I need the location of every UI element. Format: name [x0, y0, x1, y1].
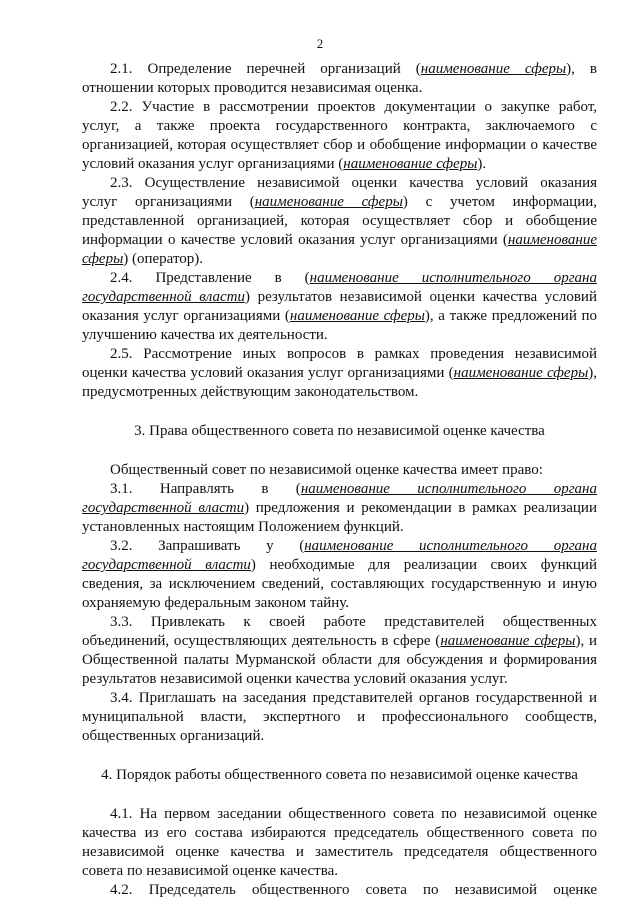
body-text: 3.3. Привлекать к своей работе представителей общественных	[110, 614, 597, 630]
body-text: услуг организациями (	[82, 194, 255, 210]
body-text: ) с учетом информации,	[402, 194, 597, 210]
body-text: охраняемую федеральным законом тайну.	[82, 595, 350, 611]
text-line	[82, 307, 597, 326]
placeholder-text: государственной власти	[82, 500, 245, 516]
text-line	[82, 117, 597, 136]
body-text: сведения, за исключением сведений, составляющих государственную и иную	[82, 576, 597, 592]
body-text: установленных настоящим Положением функций.	[82, 519, 404, 535]
text-line	[82, 212, 597, 231]
body-text: представленной организацией, которая осуществляет сбор и обобщение	[82, 213, 597, 229]
body-text: услуг, а также проекта государственного контракта, заключаемого с	[82, 118, 597, 134]
text-line	[82, 651, 597, 670]
text-line	[110, 613, 597, 632]
body-text: 4. Порядок работы общественного совета по независимой оценке качества	[101, 767, 578, 783]
placeholder-text: наименование исполнительного органа	[309, 270, 597, 286]
body-text: улучшению качества их деятельности.	[82, 327, 328, 343]
placeholder-text: наименование сферы	[420, 61, 567, 77]
body-text: 4.1. На первом заседании общественного совета по независимой оценке	[110, 806, 597, 822]
placeholder-text: наименование исполнительного органа	[300, 481, 597, 497]
page-number: 2	[316, 36, 324, 51]
text-line	[82, 193, 597, 212]
text-line	[110, 345, 597, 364]
text-line	[82, 364, 597, 383]
text-line	[82, 499, 597, 518]
body-text: отношении которых проводится независимая оценка.	[82, 80, 423, 96]
body-text: качества из его состава избираются председатель общественного совета по	[82, 825, 597, 841]
placeholder-text: наименование	[507, 232, 597, 248]
text-line	[82, 843, 597, 862]
body-text: ), а также предложений по	[424, 308, 597, 324]
body-text: 3.4. Приглашать на заседания представителей органов государственной и	[110, 690, 597, 706]
placeholder-text: наименование сферы	[343, 156, 478, 172]
body-text: 2.5. Рассмотрение иных вопросов в рамках проведения независимой	[110, 346, 597, 362]
body-text: ), и	[575, 633, 597, 649]
body-text: 4.2. Председатель общественного совета по независимой оценке	[110, 882, 597, 898]
text-line	[82, 708, 597, 727]
text-line	[82, 383, 597, 402]
body-text: ), в	[566, 61, 597, 77]
body-text: Общественный совет по независимой оценке качества имеет право:	[110, 462, 543, 478]
body-text: 2.2. Участие в рассмотрении проектов документации о закупке работ,	[110, 99, 597, 115]
text-line	[82, 79, 597, 98]
text-line	[110, 461, 597, 480]
body-text: муниципальной власти, экспертного и профессионального сообществ,	[82, 709, 597, 725]
body-text: ) результатов независимой оценки качества условий	[244, 289, 597, 305]
text-line	[82, 594, 597, 613]
text-line	[82, 422, 597, 441]
text-line	[82, 727, 597, 746]
body-text: предусмотренных действующим законодательством.	[82, 384, 419, 400]
text-line	[110, 98, 597, 117]
placeholder-text: наименование исполнительного органа	[304, 538, 597, 554]
placeholder-text: наименование сферы	[453, 365, 589, 381]
text-line	[82, 824, 597, 843]
body-text: объединений, осуществляющих деятельность в сфере (	[82, 633, 441, 649]
body-text: ).	[477, 156, 487, 172]
text-line	[82, 326, 597, 345]
text-line	[82, 670, 597, 689]
text-line	[82, 155, 597, 174]
body-text: информации о качестве условий оказания услуг организациями (	[82, 232, 508, 248]
body-text: 3.2. Запрашивать у (	[110, 538, 305, 554]
body-text: 2.4. Представление в (	[110, 270, 310, 286]
text-line	[82, 250, 597, 269]
body-text: организацией, которая осуществляет сбор и обобщение информации о качестве	[82, 137, 597, 153]
text-line	[82, 766, 597, 785]
placeholder-text: наименование сферы	[254, 194, 403, 210]
text-line	[110, 174, 597, 193]
body-text: условий оказания услуг организациями (	[82, 156, 344, 172]
body-text: ) предложения и рекомендации в рамках реализации	[244, 500, 597, 516]
body-text: Общественной палаты Мурманской области для обсуждения и формирования	[82, 652, 597, 668]
body-text: ),	[588, 365, 597, 381]
text-line	[82, 575, 597, 594]
body-text: 2.1. Определение перечней организаций (	[110, 61, 421, 77]
body-text: 3. Права общественного совета по независимой оценке качества	[134, 423, 545, 439]
body-text: совета по независимой оценке качества.	[82, 863, 338, 879]
text-line	[110, 689, 597, 708]
text-line	[110, 537, 597, 556]
body-text: ) необходимые для реализации своих функций	[250, 557, 597, 573]
text-line	[110, 881, 597, 900]
text-line	[110, 60, 597, 79]
body-text: оказания услуг организациями (	[82, 308, 290, 324]
body-text: независимой оценке качества и заместитель председателя общественного	[82, 844, 597, 860]
body-text: оценки качества условий оказания услуг организациями (	[82, 365, 454, 381]
text-line	[110, 805, 597, 824]
text-line	[82, 556, 597, 575]
body-text: результатов независимой оценки качества условий оказания услуг.	[82, 671, 508, 687]
text-line	[82, 632, 597, 651]
text-line	[82, 231, 597, 250]
placeholder-text: наименование сферы	[289, 308, 425, 324]
placeholder-text: государственной власти	[82, 289, 245, 305]
text-line	[82, 136, 597, 155]
placeholder-text: государственной власти	[82, 557, 251, 573]
text-line	[110, 269, 597, 288]
placeholder-text: наименование сферы	[440, 633, 576, 649]
body-text: 2.3. Осуществление независимой оценки качества условий оказания	[110, 175, 597, 191]
text-line	[82, 862, 597, 881]
body-text: 3.1. Направлять в (	[110, 481, 301, 497]
body-text: ) (оператор).	[123, 251, 204, 267]
text-line	[82, 288, 597, 307]
placeholder-text: сферы	[82, 251, 124, 267]
text-line	[82, 518, 597, 537]
body-text: общественных организаций.	[82, 728, 265, 744]
text-line	[110, 480, 597, 499]
